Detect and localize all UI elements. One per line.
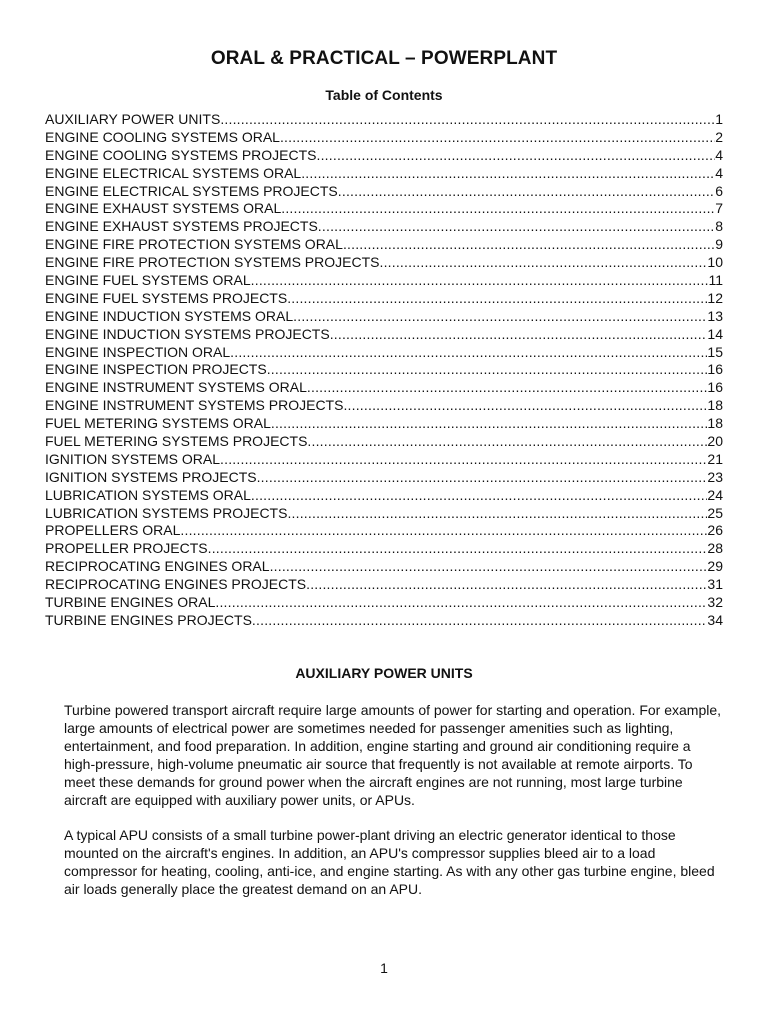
toc-dot-leader xyxy=(293,308,707,326)
toc-dot-leader xyxy=(317,147,716,165)
toc-dot-leader xyxy=(257,469,708,487)
toc-entry-label: TURBINE ENGINES ORAL xyxy=(45,594,216,611)
toc-entry[interactable] xyxy=(45,272,723,290)
toc-entry[interactable] xyxy=(45,254,723,272)
toc-entry-label: ENGINE INSTRUMENT SYSTEMS PROJECTS xyxy=(45,397,344,414)
toc-entry-label: ENGINE INDUCTION SYSTEMS PROJECTS xyxy=(45,325,330,342)
toc-entry-label: LUBRICATION SYSTEMS PROJECTS xyxy=(45,504,288,521)
toc-entry-label: ENGINE INSTRUMENT SYSTEMS ORAL xyxy=(45,379,307,396)
toc-entry[interactable] xyxy=(45,612,723,630)
toc-entry-label: ENGINE ELECTRICAL SYSTEMS ORAL xyxy=(45,164,302,181)
toc-entry-label: PROPELLER PROJECTS xyxy=(45,540,208,557)
toc-dot-leader xyxy=(270,558,708,576)
toc-entry-page: 7 xyxy=(715,200,723,217)
table-of-contents xyxy=(45,111,723,630)
toc-dot-leader xyxy=(307,433,707,451)
toc-entry-label: ENGINE COOLING SYSTEMS PROJECTS xyxy=(45,146,317,163)
toc-entry-label: IGNITION SYSTEMS ORAL xyxy=(45,450,221,467)
toc-dot-leader xyxy=(338,183,715,201)
toc-entry[interactable] xyxy=(45,147,723,165)
toc-dot-leader xyxy=(271,415,708,433)
toc-entry[interactable] xyxy=(45,344,723,362)
toc-entry-page: 16 xyxy=(707,361,723,378)
toc-entry[interactable] xyxy=(45,290,723,308)
toc-entry-label: PROPELLERS ORAL xyxy=(45,522,181,539)
toc-entry[interactable] xyxy=(45,236,723,254)
toc-entry-page: 6 xyxy=(715,182,723,199)
toc-entry[interactable] xyxy=(45,218,723,236)
toc-dot-leader xyxy=(379,254,707,272)
toc-dot-leader xyxy=(252,612,708,630)
toc-entry[interactable] xyxy=(45,200,723,218)
toc-entry[interactable] xyxy=(45,165,723,183)
toc-entry-label: AUXILIARY POWER UNITS xyxy=(45,111,221,127)
toc-entry-label: IGNITION SYSTEMS PROJECTS xyxy=(45,468,257,485)
toc-entry[interactable] xyxy=(45,540,723,558)
toc-entry[interactable] xyxy=(45,129,723,147)
toc-dot-leader xyxy=(251,487,708,505)
toc-entry[interactable] xyxy=(45,505,723,523)
toc-dot-leader xyxy=(280,129,715,147)
toc-entry[interactable] xyxy=(45,487,723,505)
toc-entry-page: 18 xyxy=(707,415,723,432)
toc-dot-leader xyxy=(267,361,708,379)
toc-entry-page: 16 xyxy=(707,379,723,396)
toc-dot-leader xyxy=(287,290,707,308)
page-title: ORAL & PRACTICAL – POWERPLANT xyxy=(210,48,558,69)
toc-entry-label: ENGINE INDUCTION SYSTEMS ORAL xyxy=(45,307,294,324)
toc-entry-page: 24 xyxy=(707,486,723,503)
toc-dot-leader xyxy=(180,522,707,540)
toc-entry-page: 12 xyxy=(707,289,723,306)
toc-entry[interactable] xyxy=(45,558,723,576)
page-number: 1 xyxy=(380,960,388,976)
toc-entry-label: ENGINE COOLING SYSTEMS ORAL xyxy=(45,128,280,145)
toc-dot-leader xyxy=(343,397,707,415)
toc-entry-page: 29 xyxy=(707,558,723,575)
toc-entry[interactable] xyxy=(45,397,723,415)
toc-dot-leader xyxy=(330,326,708,344)
toc-entry[interactable] xyxy=(45,379,723,397)
toc-entry-label: ENGINE FIRE PROTECTION SYSTEMS PROJECTS xyxy=(45,254,380,271)
toc-entry-page: 28 xyxy=(707,540,723,557)
toc-entry-page: 34 xyxy=(707,611,723,628)
toc-entry[interactable] xyxy=(45,326,723,344)
toc-entry-page: 11 xyxy=(708,272,723,289)
toc-entry-page: 14 xyxy=(707,325,723,342)
toc-dot-leader xyxy=(306,576,707,594)
toc-entry[interactable] xyxy=(45,433,723,451)
toc-entry-page: 20 xyxy=(707,433,723,450)
toc-entry-label: ENGINE EXHAUST SYSTEMS PROJECTS xyxy=(45,218,318,235)
toc-entry[interactable] xyxy=(45,308,723,326)
toc-entry-label: LUBRICATION SYSTEMS ORAL xyxy=(45,486,251,503)
toc-entry-page: 23 xyxy=(707,468,723,485)
toc-entry-page: 8 xyxy=(715,218,723,235)
toc-entry[interactable] xyxy=(45,451,723,469)
toc-dot-leader xyxy=(208,540,708,558)
toc-entry-page: 2 xyxy=(715,128,723,145)
toc-dot-leader xyxy=(301,165,715,183)
toc-entry-page: 9 xyxy=(715,236,723,253)
toc-entry[interactable] xyxy=(45,594,723,612)
toc-entry-page: 26 xyxy=(707,522,723,539)
toc-entry-label: FUEL METERING SYSTEMS PROJECTS xyxy=(45,433,308,450)
toc-entry-label: ENGINE INSPECTION ORAL xyxy=(45,343,231,360)
toc-entry-page: 4 xyxy=(715,146,723,163)
toc-entry-label: ENGINE FUEL SYSTEMS ORAL xyxy=(45,272,251,289)
toc-dot-leader xyxy=(251,272,709,290)
toc-entry-label: FUEL METERING SYSTEMS ORAL xyxy=(45,415,271,432)
toc-dot-leader xyxy=(215,594,707,612)
toc-dot-leader xyxy=(230,344,707,362)
toc-entry-page: 13 xyxy=(707,307,723,324)
toc-entry-label: ENGINE FUEL SYSTEMS PROJECTS xyxy=(45,289,288,306)
toc-entry-label: ENGINE INSPECTION PROJECTS xyxy=(45,361,267,378)
toc-entry-page: 25 xyxy=(707,504,723,521)
toc-dot-leader xyxy=(220,451,707,469)
toc-entry-page: 10 xyxy=(707,254,723,271)
toc-entry-page: 18 xyxy=(707,397,723,414)
body-paragraph: Turbine powered transport aircraft require large amounts of power for starting and operation. For example, large amounts of electrical power are sometimes needed for passenger amenities such as lighting, entertainment, and food preparation. In addition, engine starting and ground air conditioning require a high-pressure, high-volume pneumatic air source that frequently is not available at remote airports. To meet these demands for ground power when the aircraft engines are not running, most large turbine aircraft are equipped with auxiliary power units, or APUs. xyxy=(64,702,722,808)
toc-entry[interactable] xyxy=(45,576,723,594)
toc-entry-page: 15 xyxy=(707,343,723,360)
section-title: AUXILIARY POWER UNITS xyxy=(295,665,473,681)
toc-entry[interactable] xyxy=(45,111,723,129)
body-paragraph: A typical APU consists of a small turbine power-plant driving an electric generator identical to those mounted on the aircraft's engines. In addition, an APU's compressor supplies bleed air to a load compressor for heating, cooling, anti-ice, and engine starting. As with any other gas turbine engine, bleed air loads generally place the greatest demand on an APU. xyxy=(64,827,715,897)
toc-dot-leader xyxy=(318,218,715,236)
toc-entry[interactable] xyxy=(45,415,723,433)
toc-entry-label: ENGINE ELECTRICAL SYSTEMS PROJECTS xyxy=(45,182,338,199)
toc-entry-page: 1 xyxy=(715,111,723,127)
toc-entry[interactable] xyxy=(45,469,723,487)
toc-dot-leader xyxy=(220,111,715,129)
toc-entry-label: ENGINE EXHAUST SYSTEMS ORAL xyxy=(45,200,282,217)
toc-entry-page: 31 xyxy=(707,576,723,593)
toc-heading: Table of Contents xyxy=(325,87,443,103)
toc-entry-page: 32 xyxy=(707,594,723,611)
toc-entry[interactable] xyxy=(45,522,723,540)
toc-dot-leader xyxy=(343,236,715,254)
toc-entry-label: ENGINE FIRE PROTECTION SYSTEMS ORAL xyxy=(45,236,343,253)
toc-dot-leader xyxy=(307,379,708,397)
toc-entry-label: TURBINE ENGINES PROJECTS xyxy=(45,611,252,628)
toc-entry[interactable] xyxy=(45,361,723,379)
toc-dot-leader xyxy=(287,505,707,523)
toc-entry-page: 4 xyxy=(715,164,723,181)
toc-entry-label: RECIPROCATING ENGINES ORAL xyxy=(45,558,270,575)
toc-entry-page: 21 xyxy=(707,450,723,467)
toc-entry[interactable] xyxy=(45,183,723,201)
toc-entry-label: RECIPROCATING ENGINES PROJECTS xyxy=(45,576,307,593)
toc-dot-leader xyxy=(281,200,715,218)
